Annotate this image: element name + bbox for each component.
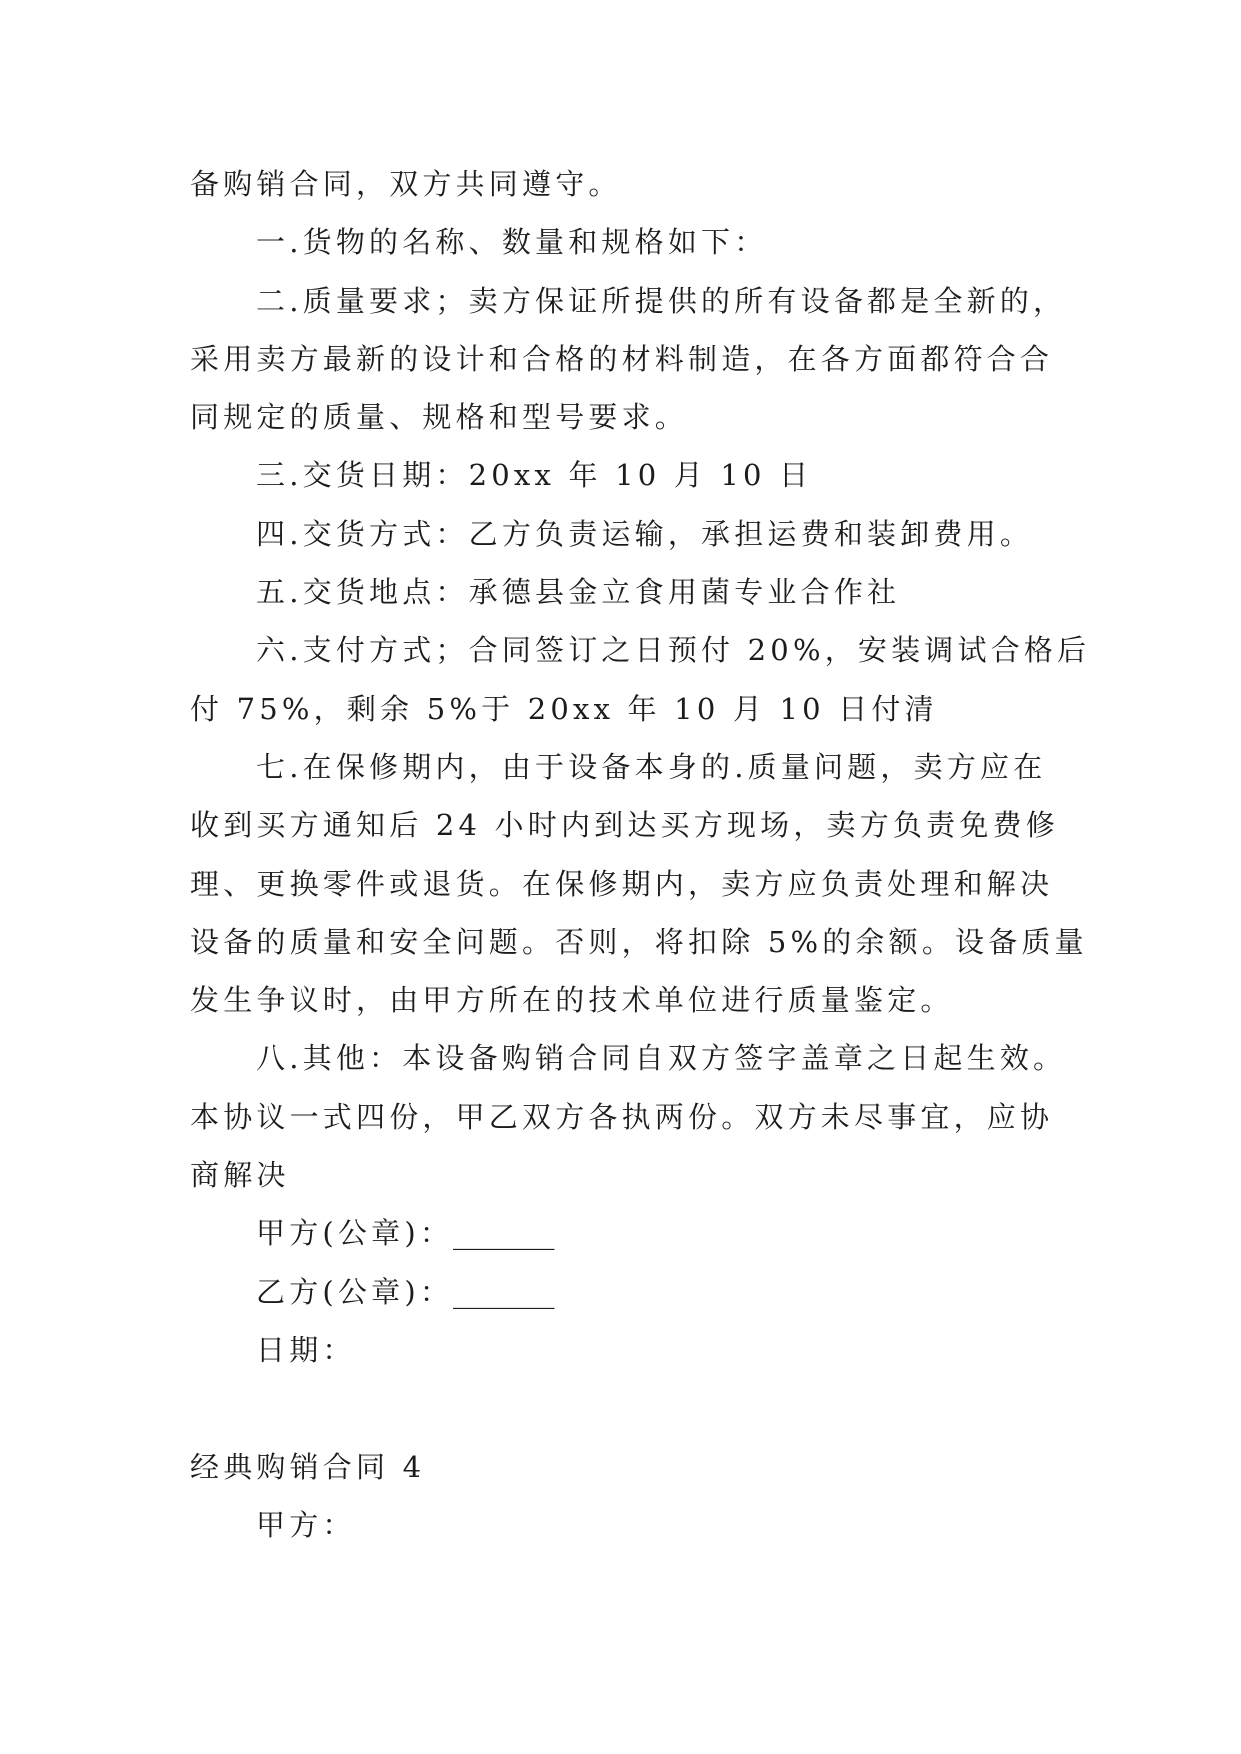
clause-4-line-1: 四.交货方式：乙方负责运输，承担运费和装卸费用。: [256, 516, 1034, 551]
signature-party-a-label: 甲方(公章)：: [256, 1216, 454, 1251]
next-contract-party-a: 甲方：: [256, 1507, 356, 1542]
signature-party-b-label: 乙方(公章)：: [256, 1274, 454, 1309]
clause-2-line-1: 二.质量要求；卖方保证所提供的所有设备都是全新的，: [256, 283, 1067, 318]
clause-1-line-1: 一.货物的名称、数量和规格如下：: [256, 225, 768, 260]
clause-8-line-1: 八.其他：本设备购销合同自双方签字盖章之日起生效。: [256, 1041, 1067, 1076]
clause-4: [190, 505, 1200, 563]
document-body: [190, 155, 1200, 1554]
clause-8-line-2: 本协议一式四份，甲乙双方各执两份。双方未尽事宜，应协: [190, 1099, 1054, 1134]
clause-7-line-1: 七.在保修期内，由于设备本身的.质量问题，卖方应在: [256, 749, 1047, 784]
next-contract: [190, 1438, 1200, 1555]
signature-block: [190, 1204, 1200, 1379]
signature-date: 日期：: [256, 1332, 356, 1367]
intro-line: 备购销合同，双方共同遵守。: [190, 167, 622, 201]
clause-7-line-3: 理、更换零件或退货。在保修期内，卖方应负责处理和解决: [190, 866, 1054, 901]
clause-6-line-2: 付 75%，剩余 5%于 20xx 年 10 月 10 日付清: [190, 691, 938, 726]
signature-party-b-blank: _______: [453, 1274, 555, 1309]
clause-8-line-3: 商解决: [190, 1158, 290, 1193]
signature-party-a: [190, 1204, 1200, 1262]
clause-1: [190, 213, 1200, 271]
blank-line: [190, 1379, 1200, 1437]
next-contract-title: 经典购销合同 4: [190, 1449, 426, 1484]
clause-7-line-4: 设备的质量和安全问题。否则，将扣除 5%的余额。设备质量: [190, 924, 1088, 959]
clause-3-line-1: 三.交货日期：20xx 年 10 月 10 日: [256, 458, 813, 493]
clause-7-line-5: 发生争议时，由甲方所在的技术单位进行质量鉴定。: [190, 983, 954, 1018]
clause-3: [190, 446, 1200, 504]
clause-2-line-2: 采用卖方最新的设计和合格的材料制造，在各方面都符合合: [190, 341, 1054, 376]
clause-5: [190, 563, 1200, 621]
signature-party-a-blank: _______: [453, 1216, 555, 1251]
clause-6: [190, 621, 1200, 738]
clause-5-line-1: 五.交货地点：承德县金立食用菌专业合作社: [256, 575, 901, 610]
signature-party-b: [190, 1263, 1200, 1321]
clause-7: [190, 738, 1200, 1029]
clause-2-line-3: 同规定的质量、规格和型号要求。: [190, 400, 689, 435]
clause-8: [190, 1029, 1200, 1204]
clause-2: [190, 272, 1200, 447]
clause-7-line-2: 收到买方通知后 24 小时内到达买方现场，卖方负责免费修: [190, 808, 1059, 843]
clause-6-line-1: 六.支付方式；合同签订之日预付 20%，安装调试合格后: [256, 633, 1091, 668]
